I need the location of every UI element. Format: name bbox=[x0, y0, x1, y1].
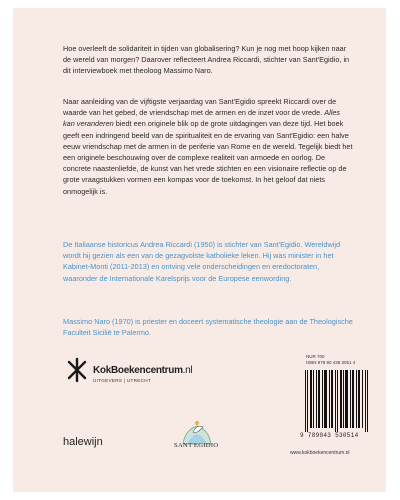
publisher-subtitle: UITGEVERS | UTRECHT bbox=[93, 378, 151, 383]
halewijn-logo: halewijn bbox=[63, 436, 103, 448]
isbn-code: ISBN 978 90 435 3051 4 bbox=[306, 360, 356, 365]
santegidio-logo-text: SANT'EGIDIO bbox=[174, 442, 219, 449]
publisher-name: KokBoekencentrum.nl bbox=[93, 365, 193, 376]
description-paragraph bbox=[63, 96, 353, 197]
riccardi-bio: De Italiaanse historicus Andrea Riccardi (1950) is stichter van Sant'Egidio. Wereldwijd wordt hij gezien als een van de gezagvolste katholieke leken. Hij was minister in het Kabinet-Monti (2011-2013) en ontving vele onderscheidingen en eredoctoraten, waaronder de Internationale Karelsprijs voor de Europese eenwording. bbox=[63, 240, 341, 283]
description-text-end: biedt een originele blik op de grote uitdagingen van deze tijd. Het boek geeft een indringend beeld van de spiritualiteit en de ervaring van Sant'Egidio: een halve eeuw vriendschap met de armen in de periferie van Rome en de wereld. Tegelijk biedt het een originele beschouwing over de complexe realiteit van armoede en oorlog. De concrete naastenliefde, de kunst van het vrede stichten en een visionaire reflectie op de grote vraagstukken vormen een kompas voor de toekomst. In het geloof dat niets onmogelijk is. bbox=[63, 119, 353, 196]
description-text-start: Naar aanleiding van de vijftigste verjaardag van Sant'Egidio spreekt Riccardi over de waarde van het gebed, de vriendschap met de armen en de inzet voor de vrede. bbox=[63, 97, 337, 118]
nur-code: NUR 700 bbox=[306, 354, 325, 359]
barcode-number: 9 789043 530514 bbox=[300, 432, 359, 439]
book-title-emphasis: Alles kan veranderen bbox=[63, 108, 341, 129]
intro-paragraph: Hoe overleeft de solidariteit in tijden van globalisering? Kun je nog met hoop kijken naar de wereld van morgen? Daarover reflecteert Andrea Riccardi, stichter van Sant'Egidio, in dit interviewboek met theoloog Massimo Naro. bbox=[63, 44, 350, 76]
nur-isbn-block bbox=[306, 354, 355, 366]
publisher-url: www.kokboekencentrum.nl bbox=[290, 450, 350, 456]
naro-bio: Massimo Naro (1970) is priester en doceert systematische theologie aan de Theologische Faculteit Sicilië te Palermo. bbox=[63, 317, 353, 338]
barcode-icon bbox=[303, 370, 371, 432]
